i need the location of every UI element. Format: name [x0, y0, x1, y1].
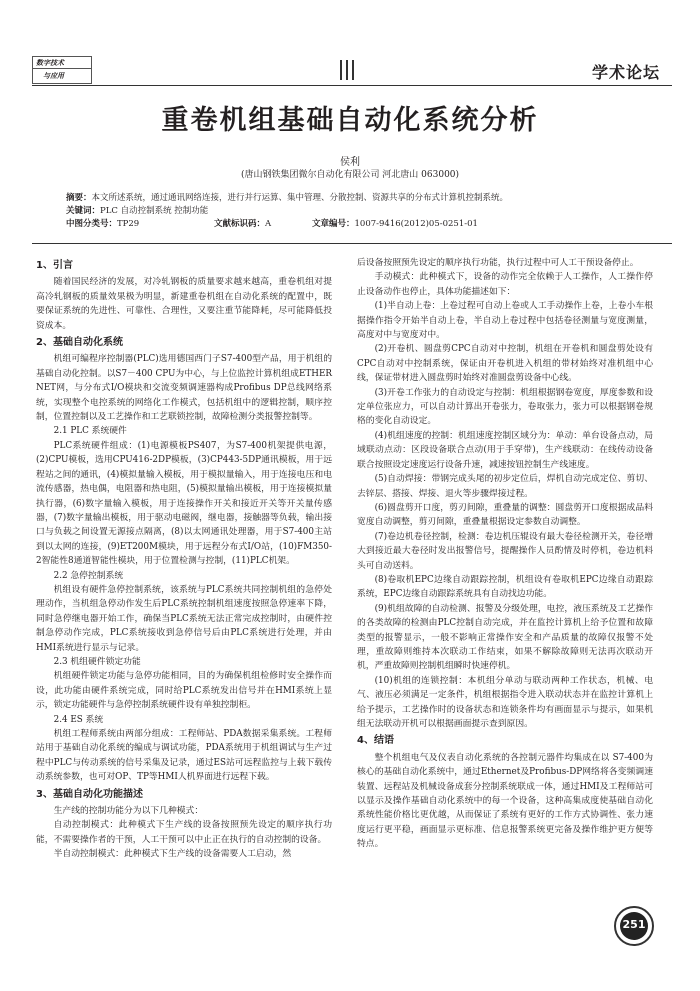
paragraph: 整个机组电气及仪表自动化系统的各控制元器件均集成在以 S7-400为核心的基础自动化系统中，通过Ethernet及Profibus-DP网络将各变频调速装置、远程站及机械设备成套分控制系统联成一体，通过HMI及工程师站可以显示及操作基础自动化系统中的每一个设备，这种高集成度使基础自动化系统性能价格比更优越，从而保证了系统有更好的工作方式协调性、张力速度运行更平稳，画面显示更标准、信息报警系统更完备及操作维护更方便等特点。 — [357, 752, 653, 850]
decor-bar — [346, 60, 348, 80]
page-number: 251 — [622, 918, 646, 931]
paragraph: (7)卷边机卷径控制，检测：卷边机压辊设有最大卷径检测开关，卷径增大到接近最大卷径时发出报警信号，提醒操作人员酌情及时停机，卷边机料头可自动送料。 — [357, 531, 653, 571]
keywords-label: 关键词： — [66, 206, 101, 216]
article-author: 侯利 — [340, 157, 360, 168]
doc-value: A — [265, 219, 272, 229]
paragraph: 自动控制模式：此种模式下生产线的设备按照预先设定的顺序执行功能，不需要操作者的干预，人工干预可以中止正在执行的自动控制的设备。 — [36, 820, 332, 845]
clc-label: 中图分类号： — [66, 219, 118, 229]
article-number-label: 文章编号： — [312, 219, 355, 229]
left-column — [36, 256, 332, 862]
abstract-text: 本文所述系统，通过通讯网络连接，进行并行运算、集中管理、分散控制、资源共享的分布式计算机控制系统。 — [91, 193, 509, 203]
paragraph: (2)开卷机、圆盘剪CPC自动对中控制，机组在开卷机和圆盘剪处设有CPC自动对中控制系统，保证由开卷机进入机组的带材始终对准机组中心线，保证带材进入圆盘剪时始终对准圆盘剪设备中心线。 — [357, 344, 653, 384]
section-tag: 学术论坛 — [591, 63, 660, 82]
decor-bar — [352, 60, 354, 80]
article-number-value: 1007-9416(2012)05-0251-01 — [354, 219, 478, 229]
meta-rule — [32, 243, 672, 244]
header-rule — [32, 85, 672, 86]
paragraph: (5)自动焊接：带钢完成头尾的初步定位后，焊机自动完成定位、剪切、去锌层、搭接、焊接、退火等步骤焊接过程。 — [357, 474, 653, 499]
paragraph: (3)开卷工作张力的自动设定与控制：机组根据钢卷宽度，厚度参数和设定单位张应力，可以自动计算出开卷张力，卷取张力，张力可以根据钢卷规格的变化自动设定。 — [357, 387, 653, 427]
keywords-text: PLC 自动控制系统 控制功能 — [100, 206, 209, 216]
paragraph: 机组设有硬件急停控制系统，该系统与PLC系统共同控制机组的急停处理动作，当机组急停动作发生后PLC系统控制机组速度按照急停速率下降，同时急停继电器开始工作，确保当PLC系统无法正常完成控制时，由硬件控制急停动作完成，PLC系统接收到急停信号后由PLC系统进行处理，并由HMI系统进行显示与记录。 — [36, 584, 332, 653]
section-heading: 1、引言 — [36, 260, 73, 271]
paragraph: PLC系统硬件组成：(1)电源模板PS407，为S7-400机架提供电源，(2)CPU模板，选用CPU416-2DP模板，(3)CP443-5DP通讯模板，用于远程站之间的通讯，(4)模拟量输入模板，用于模拟量输入，用于连接电压和电流传感器，热电偶，电阻器和热电阻，(5)模拟量输出模板，用于连接模拟量执行器，(6)数字量输入模板，用于连接操作开关和接近开关等开关量传感器，(7)数字量输出模板，用于驱动电磁阀，继电器，接触器等负载，输出接口与负载之间设置无源接点隔离，(8)以太网通讯处理器，用于S7-400主站到以太网的连接，(9)ET200M模块，用于远程分布式I/O站，(10)FM350-2智能性8通道智能性模块，用于位置检测与控制，(11)PLC机架。 — [36, 440, 332, 567]
paragraph: (10)机组的连锁控制：本机组分单动与联动两种工作状态，机械、电气、液压必须满足一定条件，机组根据指令进入联动状态并在监控计算机上给予提示，工艺操作时的设备状态和连锁条件均有画面显示与提示，如果机组无法联动开机可以根据画面提示查到原因。 — [357, 675, 653, 729]
section-heading: 4、结语 — [357, 735, 394, 747]
abstract-line — [66, 192, 646, 205]
article-number-line — [312, 218, 478, 231]
paragraph: 手动模式：此种模式下，设备的动作完全依赖于人工操作，人工操作停止设备动作也停止，具体功能描述如下： — [357, 272, 653, 297]
journal-logo — [32, 56, 92, 84]
logo-line2: 与应用 — [43, 71, 64, 80]
doc-code-line — [214, 218, 271, 231]
paragraph: 机组硬件锁定功能与急停功能相同，目的为确保机组检修时安全操作而设，此功能由硬件系统完成，同时给PLC系统发出信号并在HMI系统上显示，锁定功能硬件与急停控制系统硬件设有单独控制柜。 — [36, 671, 332, 711]
right-column — [357, 256, 653, 852]
paragraph: (4)机组速度的控制：机组速度控制区域分为：单动：单台设备点动，局域联动点动：区段设备联合点动(用于手穿带)，生产线联动：在线传动设备联合按照设定速度运行设备升速，减速按钮控制生产线速度。 — [357, 430, 653, 470]
paragraph: (8)卷取机EPC边缘自动跟踪控制，机组设有卷取机EPC边缘自动跟踪系统，EPC边缘自动跟踪系统具有自动找边功能。 — [357, 574, 653, 600]
logo-line1: 数字技术 — [36, 58, 64, 67]
paragraph: (6)圆盘剪开口度，剪刃间隙，重叠量的调整：圆盘剪开口度根据成品料宽度自动调整，剪刃间隙，重叠量根据设定参数自动调整。 — [357, 502, 653, 528]
paragraph: (1)半自动上卷：上卷过程可自动上卷或人工手动操作上卷，上卷小车根据操作指令开始半自动上卷，半自动上卷过程中包括卷径测量与宽度测量，高度对中与宽度对中。 — [357, 301, 653, 341]
subsection-heading: 2.1 PLC 系统硬件 — [53, 426, 127, 437]
page-number-badge — [614, 906, 654, 946]
keywords-line — [66, 205, 646, 218]
decor-bar — [340, 60, 342, 80]
logo-divider — [33, 68, 91, 69]
paragraph: 半自动控制模式：此种模式下生产线的设备需要人工启动，然 — [53, 849, 292, 860]
article-affiliation: (唐山钢铁集团微尔自动化有限公司 河北唐山 063000) — [240, 170, 460, 180]
paragraph: 机组工程师系统由两部分组成：工程师站、PDA数据采集系统。工程师站用于基础自动化系统的编成与调试功能，PDA系统用于机组调试与生产过程中PLC与传动系统的信号采集及记录，通过ES站可远程监控与上载下载传动系统参数，也可对OP、TP等HMI人机界面进行远程下载。 — [36, 729, 332, 783]
section-heading: 2、基础自动化系统 — [36, 337, 123, 349]
paragraph: 生产线的控制功能分为以下几种模式： — [53, 806, 204, 817]
paragraph: 后设备按照预先设定的顺序执行功能，执行过程中可人工干预设备停止。 — [357, 258, 639, 268]
subsection-heading: 2.3 机组硬件锁定功能 — [53, 656, 141, 667]
section-heading: 3、基础自动化功能描述 — [36, 788, 143, 800]
abstract-label: 摘要： — [66, 193, 92, 203]
clc-value: TP29 — [117, 219, 140, 229]
paragraph: 随着国民经济的发展，对冷轧钢板的质量要求越来越高，重卷机组对提高冷轧钢板的质量效果极为明显，新建重卷机组在自动化系统的配置中，既要保证系统的先进性、可靠性、合理性，又要注重节能降耗，尽可能降低投资成本。 — [36, 277, 332, 331]
paragraph: (9)机组故障的自动检测、报警及分级处理，电控，液压系统及工艺操作的各类故障的检测由PLC控制自动完成，并在监控计算机上给予位置和故障类型的报警显示，一般不影响正常操作安全和产品质量的故障仅报警不处理，重故障则维持本次联动工作结束，如果不解除故障则无法再次联动开机，严重故障则控制机组瞬时快速停机。 — [357, 603, 653, 672]
subsection-heading: 2.4 ES 系统 — [53, 714, 104, 725]
article-title: 重卷机组基础自动化系统分析 — [161, 105, 539, 136]
doc-label: 文献标识码： — [214, 219, 266, 229]
subsection-heading: 2.2 急停控制系统 — [53, 570, 124, 581]
paragraph: 机组可编程序控制器(PLC)选用德国西门子S7-400型产品，用于机组的基础自动化控制。以S7－400 CPU为中心，与上位监控计算机组成ETHER NET网，与分布式I/O模块和交流变频调速器构成Profibus DP总线网络系统，实现整个电控系统的网络化工作模式，包括机组中的逻辑控制，顺序控制，位置控制以及工艺操作和工艺联锁控制，故障检测分类报警控制等。 — [36, 354, 332, 423]
